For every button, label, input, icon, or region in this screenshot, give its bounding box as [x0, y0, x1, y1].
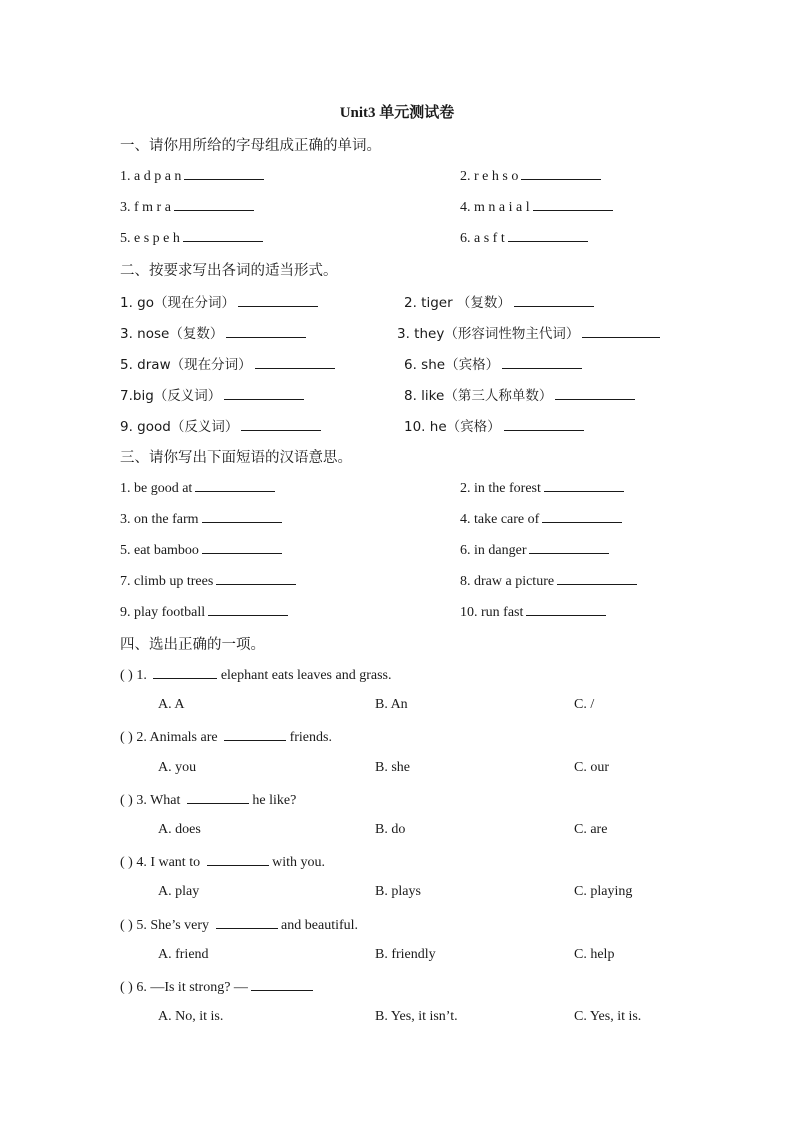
s2-item-2: 2. tiger （复数） [404, 291, 594, 312]
section3-heading: 三、请你写出下面短语的汉语意思。 [120, 450, 352, 466]
s1-item-1: 1. a d p a n [120, 167, 264, 185]
s2-item-3: 3. nose（复数） [120, 322, 306, 343]
s3-item-4: 4. take care of [460, 510, 622, 528]
question-6: ( ) 6. —Is it strong? — [120, 978, 313, 996]
q1-option-b[interactable]: B. An [375, 697, 408, 712]
answer-blank[interactable] [174, 198, 254, 211]
s2-item-7: 7.big（反义词） [120, 384, 304, 405]
s2-item-4: 3. they（形容词性物主代词） [397, 322, 660, 343]
q5-option-c[interactable]: C. help [574, 947, 615, 962]
s2-item-1: 1. go（现在分词） [120, 291, 318, 312]
q4-option-a[interactable]: A. play [158, 884, 200, 899]
answer-blank[interactable] [226, 325, 306, 338]
question-3: ( ) 3. What he like? [120, 793, 297, 808]
s2-item-9: 9. good（反义词） [120, 415, 321, 436]
s2-item-5: 5. draw（现在分词） [120, 353, 335, 374]
s3-item-5: 5. eat bamboo [120, 541, 282, 559]
answer-blank[interactable] [504, 418, 584, 431]
answer-blank[interactable] [255, 356, 335, 369]
s3-item-6: 6. in danger [460, 541, 609, 559]
q3-option-c[interactable]: C. are [574, 822, 608, 837]
s1-item-3: 3. f m r a [120, 198, 254, 216]
question-blank[interactable] [207, 853, 269, 866]
q6-option-b[interactable]: B. Yes, it isn’t. [375, 1009, 458, 1024]
s3-item-7: 7. climb up trees [120, 572, 296, 590]
answer-blank[interactable] [202, 510, 282, 523]
answer-blank[interactable] [533, 198, 613, 211]
s2-item-6: 6. she（宾格） [404, 353, 582, 374]
answer-blank[interactable] [582, 325, 660, 338]
answer-blank[interactable] [544, 479, 624, 492]
question-blank[interactable] [216, 916, 278, 929]
question-blank[interactable] [251, 978, 313, 991]
q5-option-a[interactable]: A. friend [158, 947, 209, 962]
s3-item-8: 8. draw a picture [460, 572, 637, 590]
s3-item-3: 3. on the farm [120, 510, 282, 528]
s1-item-2: 2. r e h s o [460, 167, 601, 185]
q1-option-a[interactable]: A. A [158, 697, 185, 712]
q2-option-c[interactable]: C. our [574, 760, 609, 775]
question-5: ( ) 5. She’s very and beautiful. [120, 918, 359, 933]
answer-blank[interactable] [238, 294, 318, 307]
answer-blank[interactable] [557, 572, 637, 585]
question-2: ( ) 2. Animals are friends. [120, 730, 332, 745]
s1-item-6: 6. a s f t [460, 229, 588, 247]
answer-blank[interactable] [542, 510, 622, 523]
question-4: ( ) 4. I want to with you. [120, 855, 325, 870]
answer-blank[interactable] [508, 229, 588, 242]
q6-option-a[interactable]: A. No, it is. [158, 1009, 224, 1024]
answer-blank[interactable] [216, 572, 296, 585]
s1-item-5: 5. e s p e h [120, 229, 263, 247]
answer-blank[interactable] [555, 387, 635, 400]
question-blank[interactable] [224, 728, 286, 741]
section2-heading: 二、按要求写出各词的适当形式。 [120, 263, 338, 279]
answer-blank[interactable] [514, 294, 594, 307]
answer-blank[interactable] [208, 603, 288, 616]
question-1: ( ) 1. elephant eats leaves and grass. [120, 668, 392, 683]
s3-item-9: 9. play football [120, 603, 288, 621]
answer-blank[interactable] [526, 603, 606, 616]
s1-item-4: 4. m n a i a l [460, 198, 613, 216]
q4-option-c[interactable]: C. playing [574, 884, 633, 899]
q1-option-c[interactable]: C. / [574, 697, 595, 712]
q2-option-a[interactable]: A. you [158, 760, 197, 775]
answer-blank[interactable] [224, 387, 304, 400]
q6-option-c[interactable]: C. Yes, it is. [574, 1009, 642, 1024]
answer-blank[interactable] [241, 418, 321, 431]
section4-heading: 四、选出正确的一项。 [120, 637, 265, 653]
q3-option-b[interactable]: B. do [375, 822, 406, 837]
section1-heading: 一、请你用所给的字母组成正确的单词。 [120, 138, 381, 154]
q4-option-b[interactable]: B. plays [375, 884, 421, 899]
answer-blank[interactable] [202, 541, 282, 554]
q3-option-a[interactable]: A. does [158, 822, 201, 837]
s3-item-10: 10. run fast [460, 603, 606, 621]
question-blank[interactable] [153, 666, 217, 679]
s3-item-2: 2. in the forest [460, 479, 624, 497]
s2-item-8: 8. like（第三人称单数） [404, 384, 635, 405]
s3-item-1: 1. be good at [120, 479, 275, 497]
q2-option-b[interactable]: B. she [375, 760, 410, 775]
q5-option-b[interactable]: B. friendly [375, 947, 436, 962]
answer-blank[interactable] [502, 356, 582, 369]
answer-blank[interactable] [195, 479, 275, 492]
s2-item-10: 10. he（宾格） [404, 415, 584, 436]
question-blank[interactable] [187, 791, 249, 804]
answer-blank[interactable] [521, 167, 601, 180]
answer-blank[interactable] [183, 229, 263, 242]
answer-blank[interactable] [184, 167, 264, 180]
page-title: Unit3 单元测试卷 [339, 105, 455, 121]
answer-blank[interactable] [529, 541, 609, 554]
